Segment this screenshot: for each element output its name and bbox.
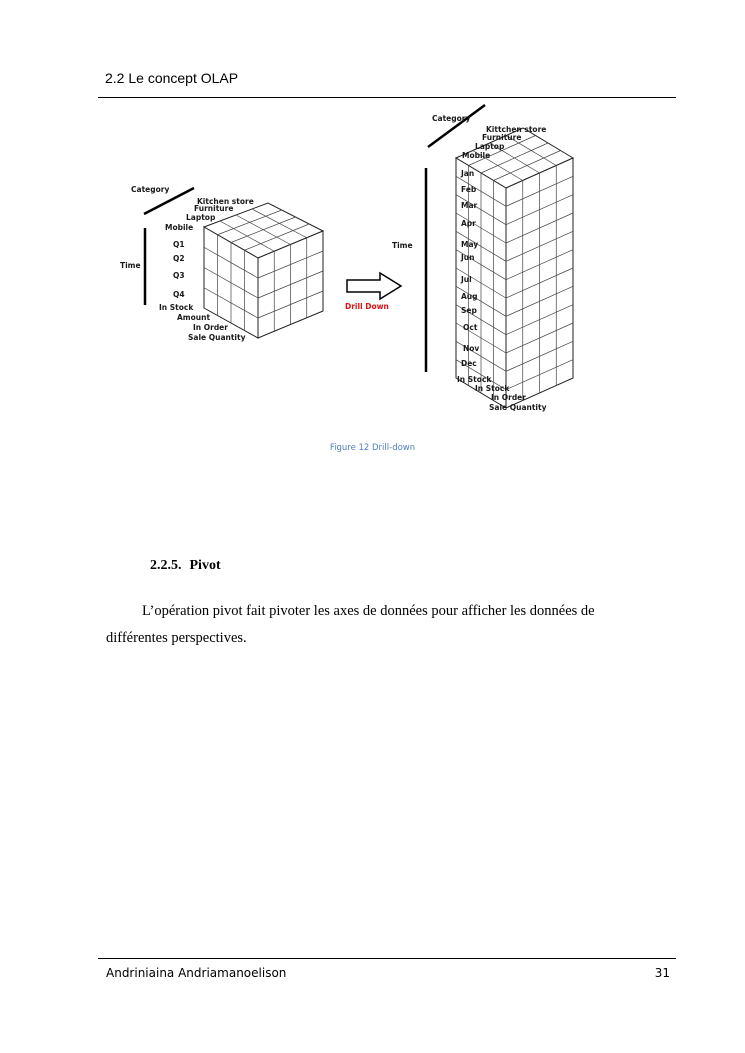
running-header: 2.2 Le concept OLAP bbox=[105, 70, 239, 86]
right-measure-label: In Stock bbox=[475, 384, 510, 393]
right-period-label: Jan bbox=[461, 169, 475, 178]
figure-caption: Figure 12 Drill-down bbox=[329, 443, 416, 453]
right-period-label: Sep bbox=[461, 306, 477, 315]
right-category-item: Kittchen store bbox=[486, 125, 547, 134]
paragraph-line: L’opération pivot fait pivoter les axes de données pour afficher les données de bbox=[142, 603, 595, 619]
right-time-label: Time bbox=[392, 241, 413, 250]
right-measure-label: In Order bbox=[491, 393, 526, 402]
drill-down-figure bbox=[98, 100, 676, 430]
left-category-label: Category bbox=[131, 185, 170, 194]
right-category-item: Laptop bbox=[475, 142, 505, 151]
left-category-item: Laptop bbox=[186, 213, 216, 222]
right-period-label: Mar bbox=[461, 201, 478, 210]
left-cube bbox=[120, 185, 323, 342]
left-period-label: Q3 bbox=[173, 271, 185, 280]
right-period-label: Jun bbox=[461, 253, 475, 262]
drill-down-label: Drill Down bbox=[345, 302, 389, 311]
left-time-label: Time bbox=[120, 261, 141, 270]
left-measure-label: Sale Quantity bbox=[188, 333, 246, 342]
right-period-label: Feb bbox=[461, 185, 477, 194]
right-category-item: Furniture bbox=[482, 133, 522, 142]
left-category-item: Furniture bbox=[194, 204, 234, 213]
right-cube bbox=[392, 105, 573, 412]
header-rule bbox=[98, 97, 676, 98]
right-measure-label: Sale Quantity bbox=[489, 403, 547, 412]
right-period-label: Apr bbox=[461, 219, 476, 228]
footer-rule bbox=[98, 958, 676, 959]
left-measure-label: Amount bbox=[177, 313, 211, 322]
drill-down-arrow bbox=[345, 273, 401, 311]
right-measure-label: In Stock bbox=[457, 375, 492, 384]
section-number: 2.2.5. bbox=[150, 558, 182, 573]
left-period-label: Q1 bbox=[173, 240, 185, 249]
section-heading bbox=[150, 558, 221, 574]
page-number: 31 bbox=[654, 966, 670, 980]
right-period-label: May bbox=[461, 240, 479, 249]
left-category-item: Kitchen store bbox=[197, 197, 254, 206]
body-paragraph bbox=[106, 598, 666, 652]
left-period-label: Q4 bbox=[173, 290, 185, 299]
right-period-label: Nov bbox=[463, 344, 480, 353]
left-period-label: Q2 bbox=[173, 254, 185, 263]
right-category-item: Mobile bbox=[462, 151, 491, 160]
paragraph-line: différentes perspectives. bbox=[106, 630, 247, 646]
right-period-label: Oct bbox=[463, 323, 478, 332]
left-measure-label: In Stock bbox=[159, 303, 194, 312]
footer-author: Andriniaina Andriamanoelison bbox=[106, 966, 287, 980]
section-title: Pivot bbox=[189, 558, 221, 573]
right-period-label: Aug bbox=[461, 292, 478, 301]
right-period-label: Dec bbox=[461, 359, 477, 368]
left-measure-label: In Order bbox=[193, 323, 228, 332]
arrow-icon bbox=[347, 273, 401, 299]
right-category-axis bbox=[428, 105, 485, 147]
left-category-item: Mobile bbox=[165, 223, 194, 232]
right-period-label: Jul bbox=[461, 275, 472, 284]
right-category-label: Category bbox=[432, 114, 471, 123]
